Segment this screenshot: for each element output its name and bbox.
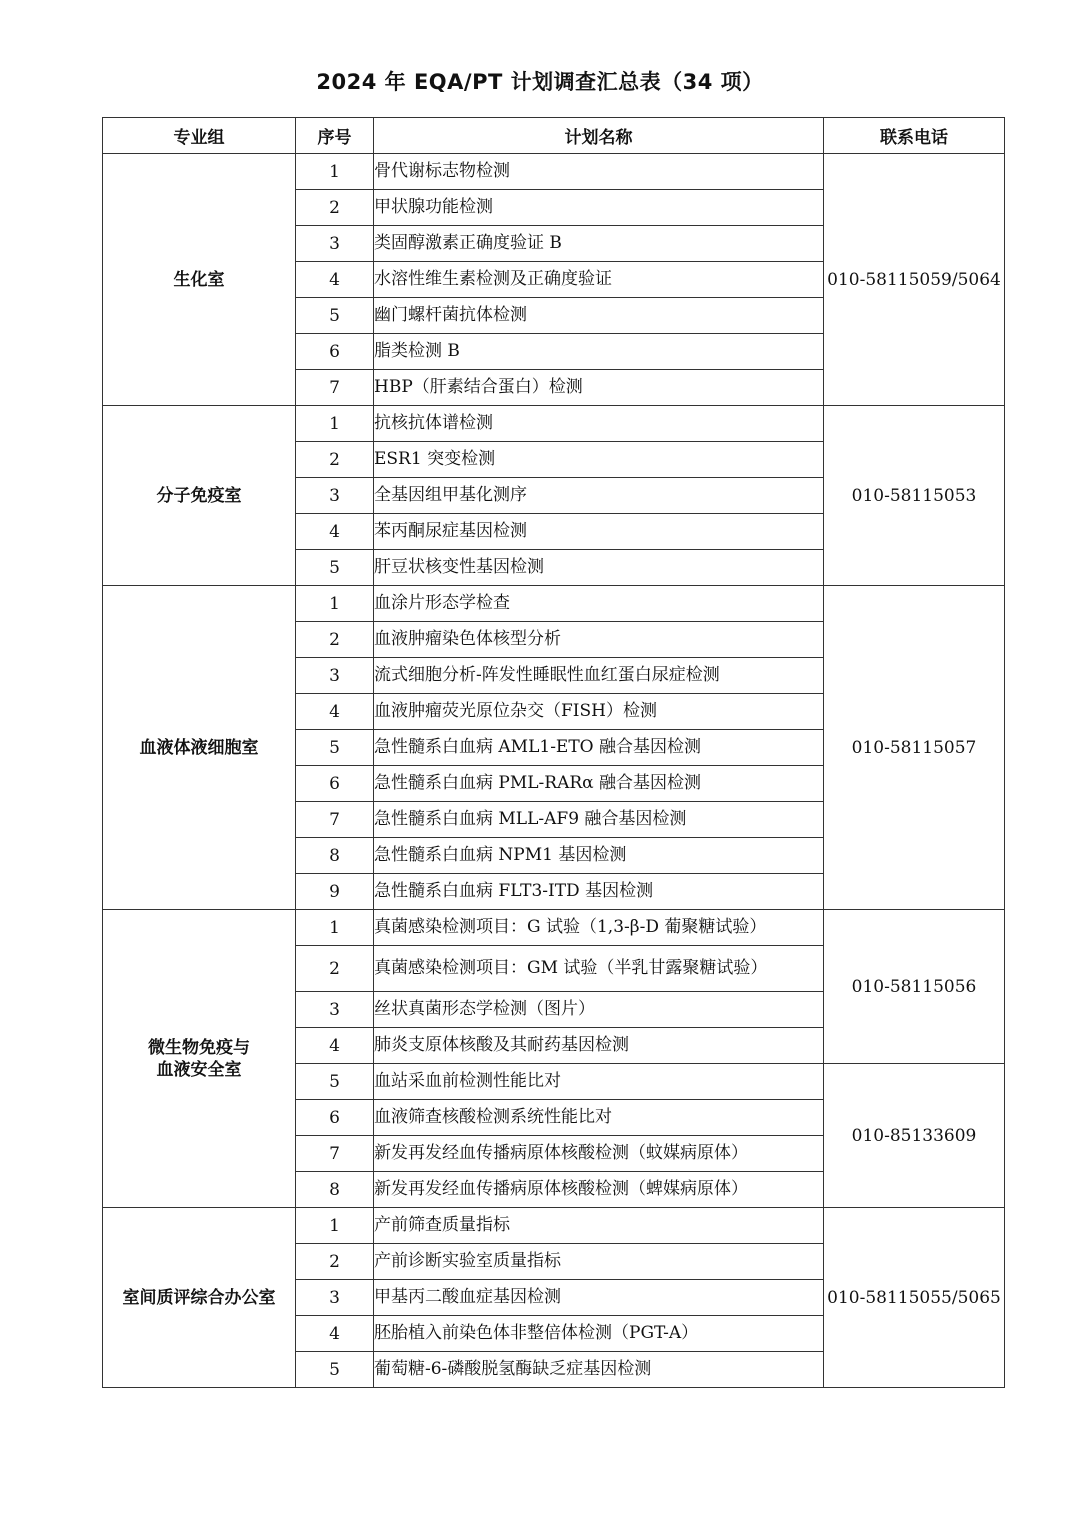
- plan-name-cell: 丝状真菌形态学检测（图片）: [374, 992, 824, 1028]
- seq-cell: 1: [296, 586, 374, 622]
- table-row: [103, 586, 1005, 622]
- plan-name-cell: 急性髓系白血病 MLL-AF9 融合基因检测: [374, 802, 824, 838]
- seq-cell: 1: [296, 406, 374, 442]
- seq-cell: 4: [296, 1028, 374, 1064]
- plan-name-cell: 血液肿瘤染色体核型分析: [374, 622, 824, 658]
- seq-cell: 8: [296, 1172, 374, 1208]
- plan-name-cell: 产前诊断实验室质量指标: [374, 1244, 824, 1280]
- plan-name-cell: 肝豆状核变性基因检测: [374, 550, 824, 586]
- phone-cell: 010-58115056: [824, 910, 1005, 1064]
- seq-cell: 6: [296, 334, 374, 370]
- table-header-row: [103, 118, 1005, 154]
- header-phone: 联系电话: [824, 118, 1005, 154]
- plan-name-cell: 真菌感染检测项目：GM 试验（半乳甘露聚糖试验）: [374, 946, 824, 992]
- phone-cell: 010-58115053: [824, 406, 1005, 586]
- seq-cell: 3: [296, 992, 374, 1028]
- seq-cell: 6: [296, 1100, 374, 1136]
- phone-cell: 010-58115055/5065: [824, 1208, 1005, 1388]
- seq-cell: 5: [296, 298, 374, 334]
- plan-name-cell: 甲状腺功能检测: [374, 190, 824, 226]
- plan-name-cell: 血液肿瘤荧光原位杂交（FISH）检测: [374, 694, 824, 730]
- seq-cell: 1: [296, 910, 374, 946]
- phone-cell: 010-58115057: [824, 586, 1005, 910]
- seq-cell: 2: [296, 442, 374, 478]
- plan-name-cell: 真菌感染检测项目：G 试验（1,3-β-D 葡聚糖试验）: [374, 910, 824, 946]
- table-row: [103, 910, 1005, 946]
- seq-cell: 3: [296, 478, 374, 514]
- plan-name-cell: 肺炎支原体核酸及其耐药基因检测: [374, 1028, 824, 1064]
- plan-name-cell: ESR1 突变检测: [374, 442, 824, 478]
- seq-cell: 3: [296, 1280, 374, 1316]
- seq-cell: 2: [296, 1244, 374, 1280]
- seq-cell: 4: [296, 262, 374, 298]
- group-name-line2: 血液安全室: [156, 1059, 242, 1080]
- seq-cell: 5: [296, 1064, 374, 1100]
- seq-cell: 1: [296, 1208, 374, 1244]
- seq-cell: 6: [296, 766, 374, 802]
- seq-cell: 5: [296, 550, 374, 586]
- table-row: [103, 1208, 1005, 1244]
- seq-cell: 4: [296, 694, 374, 730]
- header-seq: 序号: [296, 118, 374, 154]
- table-row: [103, 154, 1005, 190]
- plan-name-cell: 苯丙酮尿症基因检测: [374, 514, 824, 550]
- header-group: 专业组: [103, 118, 296, 154]
- group-cell: 生化室: [103, 154, 296, 406]
- group-cell: 室间质评综合办公室: [103, 1208, 296, 1388]
- plan-name-cell: 急性髓系白血病 PML-RARα 融合基因检测: [374, 766, 824, 802]
- seq-cell: 7: [296, 1136, 374, 1172]
- group-cell: 血液体液细胞室: [103, 586, 296, 910]
- group-cell: 分子免疫室: [103, 406, 296, 586]
- plan-name-cell: 类固醇激素正确度验证 B: [374, 226, 824, 262]
- plan-name-cell: 全基因组甲基化测序: [374, 478, 824, 514]
- plan-name-cell: 水溶性维生素检测及正确度验证: [374, 262, 824, 298]
- seq-cell: 5: [296, 730, 374, 766]
- plan-name-cell: 骨代谢标志物检测: [374, 154, 824, 190]
- plan-name-cell: 急性髓系白血病 NPM1 基因检测: [374, 838, 824, 874]
- plan-name-cell: 血液筛查核酸检测系统性能比对: [374, 1100, 824, 1136]
- seq-cell: 2: [296, 946, 374, 992]
- seq-cell: 3: [296, 226, 374, 262]
- page-title: 2024 年 EQA/PT 计划调查汇总表（34 项）: [316, 70, 764, 94]
- seq-cell: 4: [296, 514, 374, 550]
- plan-name-cell: 幽门螺杆菌抗体检测: [374, 298, 824, 334]
- plan-name-cell: 脂类检测 B: [374, 334, 824, 370]
- plan-name-cell: 新发再发经血传播病原体核酸检测（蜱媒病原体）: [374, 1172, 824, 1208]
- plan-name-cell: 产前筛查质量指标: [374, 1208, 824, 1244]
- seq-cell: 1: [296, 154, 374, 190]
- seq-cell: 9: [296, 874, 374, 910]
- group-cell: [103, 910, 296, 1208]
- table-row: [103, 406, 1005, 442]
- plan-name-cell: 甲基丙二酸血症基因检测: [374, 1280, 824, 1316]
- seq-cell: 4: [296, 1316, 374, 1352]
- phone-cell: 010-85133609: [824, 1064, 1005, 1208]
- seq-cell: 5: [296, 1352, 374, 1388]
- seq-cell: 7: [296, 802, 374, 838]
- plan-name-cell: 血站采血前检测性能比对: [374, 1064, 824, 1100]
- plan-name-cell: 胚胎植入前染色体非整倍体检测（PGT-A）: [374, 1316, 824, 1352]
- seq-cell: 8: [296, 838, 374, 874]
- seq-cell: 2: [296, 622, 374, 658]
- seq-cell: 2: [296, 190, 374, 226]
- seq-cell: 3: [296, 658, 374, 694]
- plan-name-cell: 急性髓系白血病 AML1-ETO 融合基因检测: [374, 730, 824, 766]
- plan-name-cell: 急性髓系白血病 FLT3-ITD 基因检测: [374, 874, 824, 910]
- header-name: 计划名称: [374, 118, 824, 154]
- seq-cell: 7: [296, 370, 374, 406]
- plan-summary-table: [102, 117, 1005, 1388]
- phone-cell: 010-58115059/5064: [824, 154, 1005, 406]
- plan-name-cell: 抗核抗体谱检测: [374, 406, 824, 442]
- plan-name-cell: 葡萄糖-6-磷酸脱氢酶缺乏症基因检测: [374, 1352, 824, 1388]
- plan-name-cell: 流式细胞分析-阵发性睡眠性血红蛋白尿症检测: [374, 658, 824, 694]
- plan-name-cell: 血涂片形态学检查: [374, 586, 824, 622]
- plan-name-cell: 新发再发经血传播病原体核酸检测（蚊媒病原体）: [374, 1136, 824, 1172]
- group-name-line1: 微生物免疫与: [148, 1037, 250, 1058]
- plan-name-cell: HBP（肝素结合蛋白）检测: [374, 370, 824, 406]
